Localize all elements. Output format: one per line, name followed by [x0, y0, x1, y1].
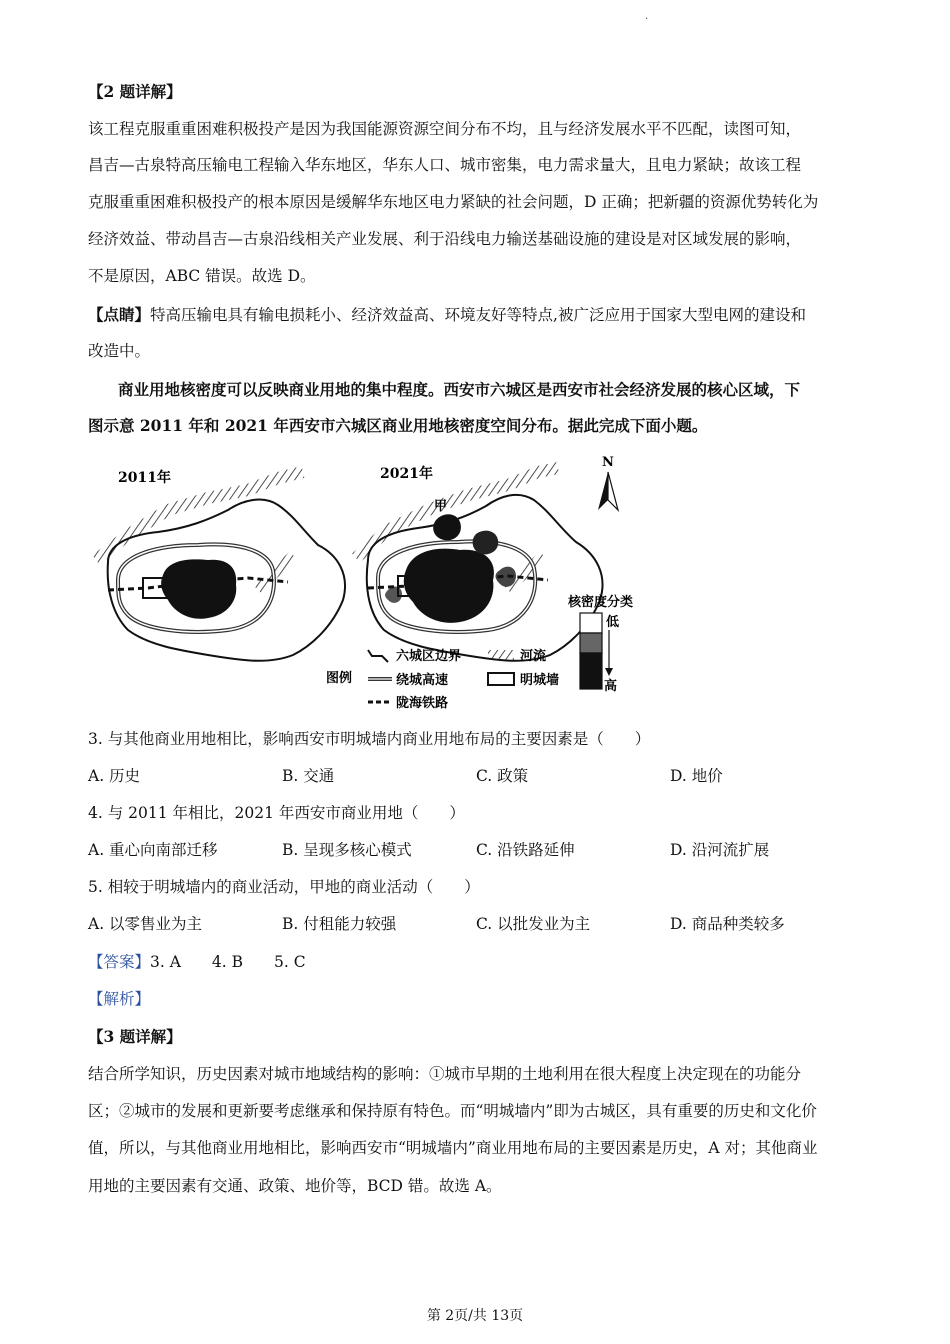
question-stem-4: 4. 与 2011 年相比，2021 年西安市商业用地（ ）: [88, 804, 465, 822]
q4-option-d: D. 沿河流扩展: [670, 841, 770, 859]
high-density-core: [473, 531, 499, 555]
detail3-heading: 【3 题详解】: [88, 1027, 182, 1046]
density-legend: [567, 594, 633, 694]
legend-railway-label: 陇海铁路: [396, 696, 449, 711]
q5-option-a: A. 以零售业为主: [88, 915, 203, 933]
density-low-swatch: [580, 613, 602, 633]
q5-option-d: D. 商品种类较多: [670, 915, 785, 933]
tip-paragraph: [88, 305, 868, 325]
map-2021-title: 2021年: [380, 466, 433, 482]
legend-boundary-label: 六城区边界: [396, 649, 462, 664]
legend-ring-label: 绕城高速: [396, 673, 449, 688]
map-legend: [326, 648, 559, 711]
q5-option-c: C. 以批发业为主: [476, 915, 591, 933]
density-title: 核密度分类: [568, 595, 634, 610]
detail2-heading: 【2 题详解】: [88, 82, 182, 101]
detail2-line: 经济效益、带动昌吉—古泉沿线相关产业发展、利于沿线电力输送基础设施的建设是对区域发展的影响，: [88, 230, 802, 248]
density-mid-swatch: [580, 633, 602, 653]
density-high-label: 高: [604, 679, 618, 694]
north-arrow-left: [598, 472, 608, 510]
answer-line: [88, 952, 868, 972]
tip-label: 【点睛】: [88, 305, 151, 324]
q4-option-a: A. 重心向南部迁移: [88, 841, 218, 859]
detail2-line: 克服重重困难积极投产的根本原因是缓解华东地区电力紧缺的社会问题，D 正确；把新疆的资源优势转化为: [88, 193, 819, 211]
intro-line: 商业用地核密度可以反映商业用地的集中程度。西安市六城区是西安市社会经济发展的核心区域，下: [118, 380, 801, 399]
q3-option-d: D. 地价: [670, 767, 723, 785]
place-jia: 甲: [434, 499, 448, 514]
q3-option-c: C. 政策: [476, 767, 529, 785]
map-2011: [96, 469, 345, 661]
detail3-line: 结合所学知识，历史因素对城市地域结构的影响：①城市早期的土地利用在很大程度上决定现在的功能分: [88, 1065, 802, 1083]
legend-river-label: 河流: [520, 649, 547, 664]
detail2-line: 昌吉—古泉特高压输电工程输入华东地区，华东人口、城市密集，电力需求量大，且电力紧缺；故该工程: [88, 156, 802, 174]
north-label: N: [602, 455, 614, 470]
analysis-label: 【解析】: [88, 990, 151, 1008]
detail3-line: 值，所以，与其他商业用地相比，影响西安市“明城墙内”商业用地布局的主要因素是历史，A 对；其他商业: [88, 1139, 818, 1157]
q4-option-b: B. 呈现多核心模式: [282, 841, 412, 859]
legend-wall-label: 明城墙: [520, 673, 560, 688]
mid-density-patch: [385, 587, 402, 603]
map-2021: [356, 465, 603, 661]
detail3-line: 用地的主要因素有交通、政策、地价等，BCD 错。故选 A。: [88, 1177, 502, 1195]
north-arrow-right: [608, 472, 618, 510]
q5-option-b: B. 付租能力较强: [282, 915, 397, 933]
detail2-line: 该工程克服重重困难积极投产是因为我国能源资源空间分布不均，且与经济发展水平不匹配，读图可知，: [88, 120, 802, 138]
legend-title: 图例: [326, 671, 353, 686]
density-map-figure: [88, 450, 668, 720]
high-density-core: [433, 514, 461, 540]
north-arrow: [598, 455, 618, 510]
density-low-label: 低: [606, 615, 620, 630]
q4-option-c: C. 沿铁路延伸: [476, 841, 575, 859]
legend-river-symbol: [488, 650, 514, 660]
question-stem-3: 3. 与其他商业用地相比，影响西安市明城墙内商业用地布局的主要因素是（ ）: [88, 730, 651, 748]
page-footer: 第 2页/共 13页: [426, 1308, 524, 1324]
map-2011-title: 2011年: [118, 470, 171, 486]
answer-label: 【答案】: [88, 953, 151, 971]
tip-line: 改造中。: [88, 342, 151, 360]
intro-line: 图示意 2011 年和 2021 年西安市六城区商业用地核密度空间分布。据此完成下面小题。: [88, 416, 708, 435]
detail3-line: 区；②城市的发展和更新要考虑继承和保持原有特色。而“明城墙内”即为古城区，具有重要的历史和文化价: [88, 1102, 817, 1120]
q3-option-a: A. 历史: [88, 767, 141, 785]
q3-option-b: B. 交通: [282, 767, 335, 785]
legend-boundary-symbol: [368, 650, 388, 662]
tip-text: 特高压输电具有输电损耗小、经济效益高、环境友好等特点,被广泛应用于国家大型电网的建设和: [150, 306, 806, 324]
detail2-line: 不是原因，ABC 错误。故选 D。: [88, 267, 316, 285]
density-arrow-head: [605, 668, 613, 676]
answer-values: 3. A 4. B 5. C: [150, 953, 306, 971]
page-mark: ·: [645, 14, 649, 25]
question-stem-5: 5. 相较于明城墙内的商业活动，甲地的商业活动（ ）: [88, 878, 480, 896]
density-high-swatch: [580, 653, 602, 689]
legend-wall-symbol: [488, 673, 514, 685]
